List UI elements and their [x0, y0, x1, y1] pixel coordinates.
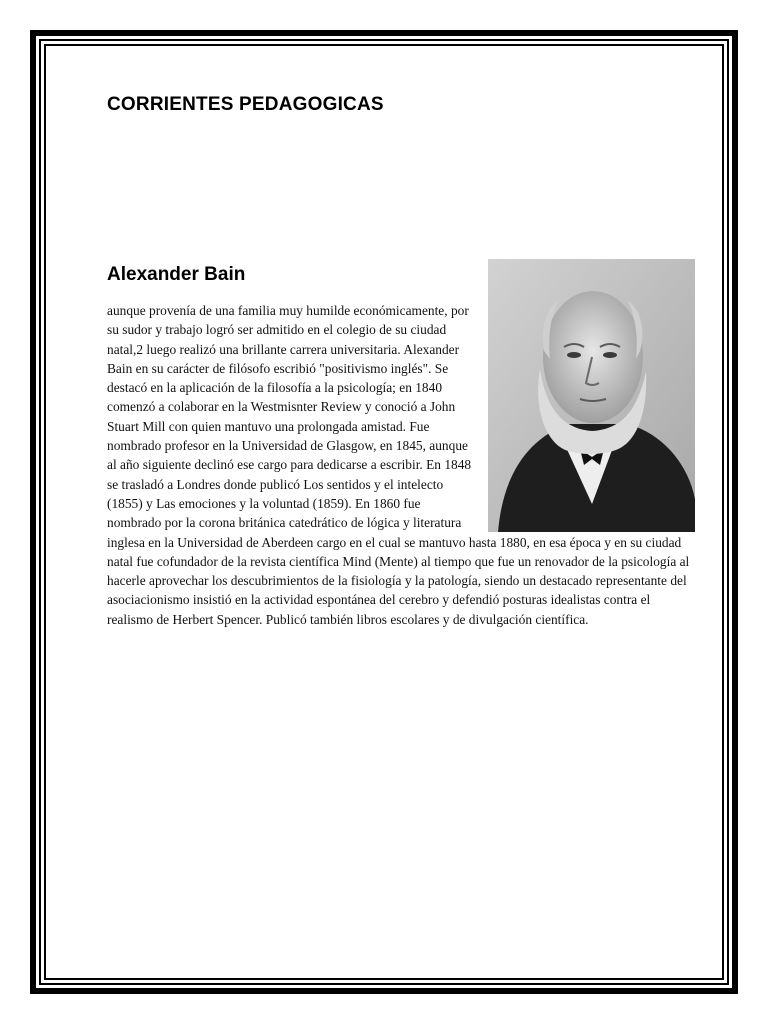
portrait-photo: [488, 259, 695, 532]
article-heading: Alexander Bain: [107, 264, 246, 285]
article-body-text: aunque provenía de una familia muy humilde económicamente, por su sudor y trabajo logró ser admitido en el colegio de su ciudad natal,2 luego realizó una brillante carrera universitaria. Alexander Bain en su carácter de filósofo escribió "positivismo inglés". Se destacó en la aplicación de la filosofía a la psicología; en 1840 comenzó a colaborar en la Westmisnter Review y conoció a John Stuart Mill con quien mantuvo una prolongada amistad. Fue nombrado profesor en la Universidad de Glasgow, en 1845, aunque al año siguiente declinó ese cargo para dedicarse a escribir. En 1848 se trasladó a Londres donde publicó Los sentidos y el intelecto (1855) y Las emociones y la voluntad (1859). En 1860 fue nombrado por la corona británica catedrático de lógica y literatura inglesa en la Universidad de Aberdeen cargo en el cual se mantuvo hasta 1880, en esa época y en su ciudad natal fue cofundador de la revista científica Mind (Mente) al tiempo que fue un renovador de la psicología al hacerle aprovechar los descubrimientos de la fisiología y la patología, siendo un destacado representante del asociacionismo insistió en la actividad espontánea del cerebro y defendió posturas idealistas contra el realismo de Herbert Spencer. Publicó también libros escolares y de divulgación científica.: [107, 303, 690, 627]
article-section: [107, 260, 695, 629]
document-title: CORRIENTES PEDAGOGICAS: [107, 94, 384, 115]
